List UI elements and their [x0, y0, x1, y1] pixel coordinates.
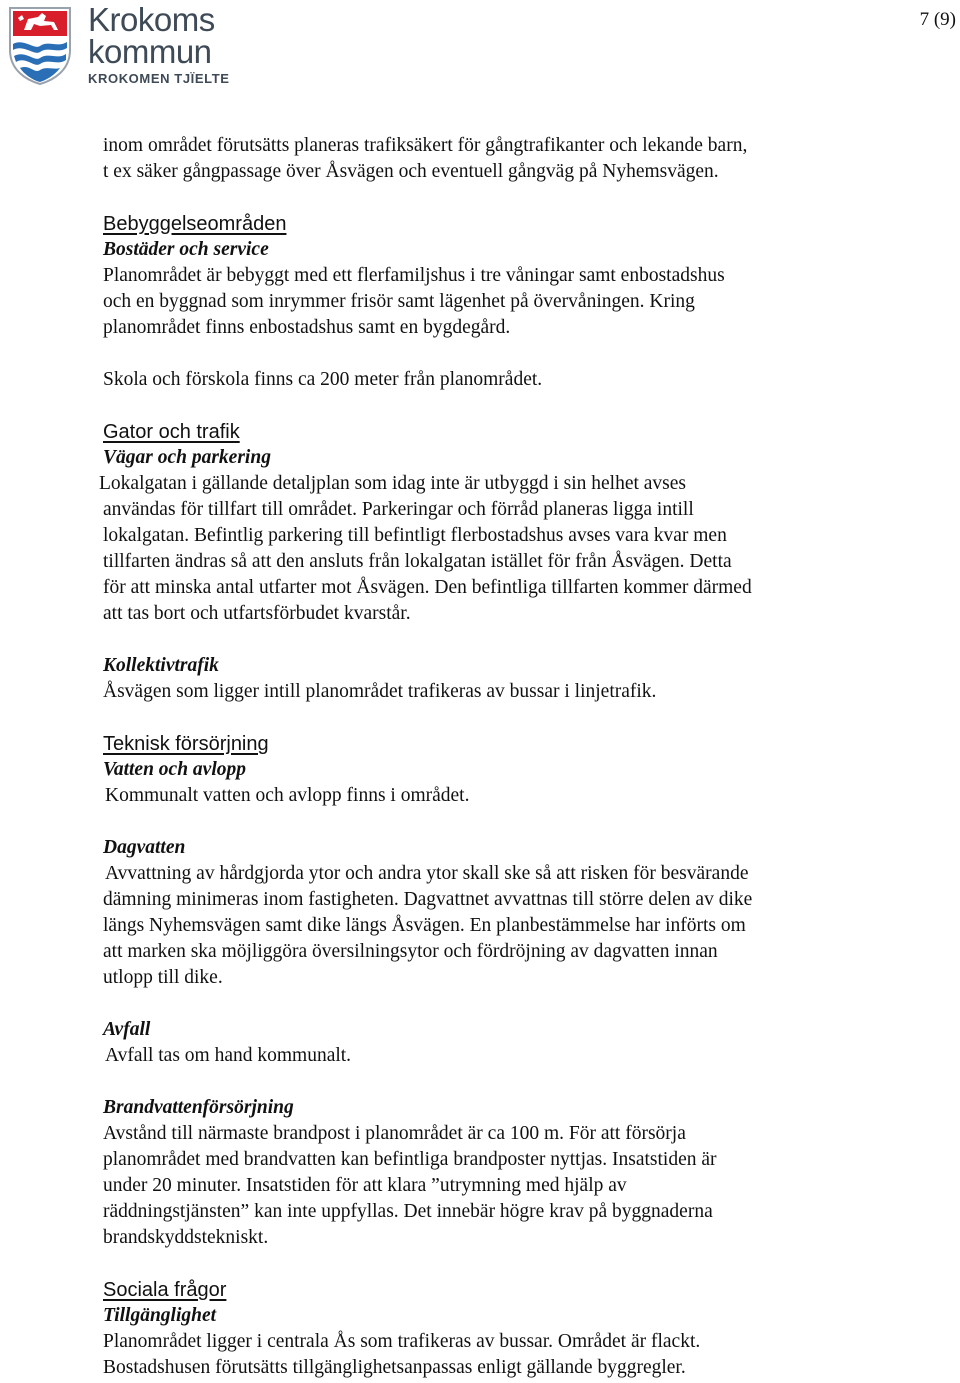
logo-subtitle: KROKOMEN TJÏELTE	[88, 71, 230, 86]
logo-name-line2: kommun	[88, 33, 212, 70]
brand-line-4: räddningstjänsten” kan inte uppfyllas. Det innebär högre krav på byggnaderna	[103, 1201, 713, 1222]
skola-line: Skola och förskola finns ca 200 meter från planområdet.	[103, 369, 543, 390]
section-heading-teknisk: Teknisk försörjning	[103, 733, 269, 755]
brand-line-5: brandskyddstekniskt.	[103, 1227, 269, 1248]
coat-of-arms-icon	[4, 4, 76, 86]
dagvatten-line-5: utlopp till dike.	[103, 967, 223, 988]
subheading-vagar: Vägar och parkering	[103, 447, 271, 468]
subheading-dagvatten: Dagvatten	[103, 837, 186, 858]
krokoms-kommun-logo	[4, 1, 234, 88]
vatten-line: Kommunalt vatten och avlopp finns i området.	[105, 785, 470, 806]
intro-line-1: inom området förutsätts planeras trafiksäkert för gångtrafikanter och lekande barn,	[103, 135, 748, 156]
gator-line-4: tillfarten ändras så att den ansluts från lokalgatan istället för från Åsvägen. Detta	[103, 551, 732, 572]
gator-line-5: för att minska antal utfarter mot Åsvägen. Den befintliga tillfarten kommer därmed	[103, 577, 752, 598]
gator-line-2: användas för tillfart till området. Parkeringar och förråd planeras ligga intill	[103, 499, 694, 520]
intro-line-2: t ex säker gångpassage över Åsvägen och eventuell gångväg på Nyhemsvägen.	[103, 161, 719, 182]
gator-line-3: lokalgatan. Befintlig parkering till befintligt flerbostadshus avses vara kvar men	[103, 525, 727, 546]
section-heading-gator: Gator och trafik	[103, 421, 240, 443]
subheading-bostader: Bostäder och service	[103, 239, 269, 260]
brand-line-2: planområdet med brandvatten kan befintliga brandposter nyttjas. Insatstiden är	[103, 1149, 717, 1170]
gator-line-6: att tas bort och utfartsförbudet kvarstår.	[103, 603, 411, 624]
avfall-line: Avfall tas om hand kommunalt.	[105, 1045, 352, 1066]
dagvatten-line-4: att marken ska möjliggöra översilningsytor och fördröjning av dagvatten innan	[103, 941, 718, 962]
subheading-kollektivtrafik: Kollektivtrafik	[103, 655, 219, 676]
dagvatten-line-1: Avvattning av hårdgjorda ytor och andra ytor skall ske så att risken för besvärande	[105, 863, 749, 884]
subheading-vatten: Vatten och avlopp	[103, 759, 247, 780]
bebyggelse-line-1: Planområdet är bebyggt med ett flerfamiljshus i tre våningar samt enbostadshus	[103, 265, 725, 286]
gator-line-1: Lokalgatan i gällande detaljplan som idag inte är utbyggd i sin helhet avses	[99, 473, 687, 494]
section-heading-sociala: Sociala frågor	[103, 1279, 227, 1301]
brand-line-1: Avstånd till närmaste brandpost i planområdet är ca 100 m. För att försörja	[103, 1123, 686, 1144]
bebyggelse-line-3: planområdet finns enbostadshus samt en bygdegård.	[103, 317, 511, 338]
sociala-line-2: Bostadshusen förutsätts tillgänglighetsanpassas enligt gällande byggregler.	[103, 1357, 686, 1378]
section-heading-bebyggelse: Bebyggelseområden	[103, 213, 287, 235]
dagvatten-line-2: dämning minimeras inom fastigheten. Dagvattnet avvattnas till större delen av dike	[103, 889, 753, 910]
subheading-avfall: Avfall	[103, 1019, 151, 1040]
brand-line-3: under 20 minuter. Insatstiden för att klara ”utrymning med hjälp av	[103, 1175, 627, 1196]
sociala-line-1: Planområdet ligger i centrala Ås som trafikeras av bussar. Området är flackt.	[103, 1331, 701, 1352]
page-number: 7 (9)	[919, 9, 956, 30]
bebyggelse-line-2: och en byggnad som inrymmer frisör samt lägenhet på övervåningen. Kring	[103, 291, 695, 312]
logo-name-line1: Krokoms	[88, 1, 215, 38]
kollektiv-line: Åsvägen som ligger intill planområdet trafikeras av bussar i linjetrafik.	[103, 681, 657, 702]
document-body	[99, 133, 883, 1381]
subheading-tillganglighet: Tillgänglighet	[103, 1305, 217, 1326]
subheading-brandvatten: Brandvattenförsörjning	[103, 1097, 294, 1118]
dagvatten-line-3: längs Nyhemsvägen samt dike längs Åsvägen. En planbestämmelse har införts om	[103, 915, 746, 936]
